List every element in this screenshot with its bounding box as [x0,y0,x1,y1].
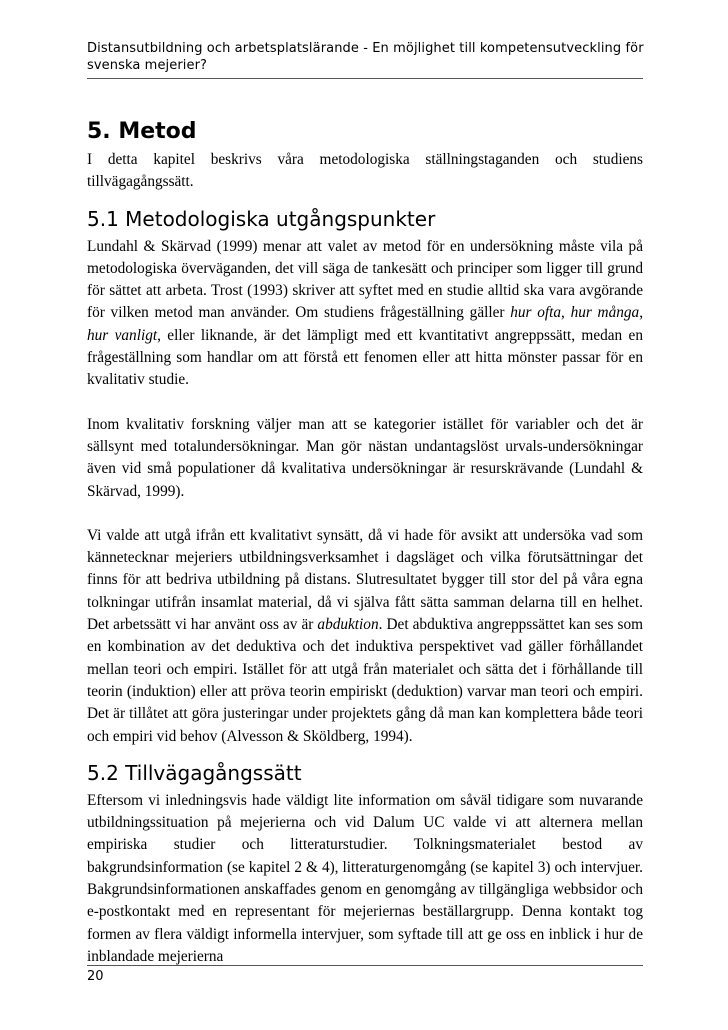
emphasis-text: hur många [570,304,640,322]
separator-text: , [561,304,571,322]
emphasis-text: abduktion [317,616,379,634]
paragraph-text: . Det abduktiva angreppssättet kan ses som en kombination av det deduktiva och det induktiva perspektivet vad gäller förhållandet mellan teori och empiri. Istället för att utgå från materialet och sätta det i förhållande till teorin (induktion) eller att pröva teorin empiriskt (deduktion) varvar man teori och empiri. Det är tillåtet att göra justeringar under projektets gång då man kan komplettera både teori och empiri vid behov (Alvesson & Sköldberg, 1994). [87,616,643,745]
chapter-intro: I detta kapitel beskrivs våra metodologiska ställningstaganden och studiens tillvägagångssätt. [87,151,643,191]
section-title-5-1: 5.1 Metodologiska utgångspunkter [87,206,436,231]
paragraph-5-1-1 [87,236,643,392]
header-divider [87,78,643,79]
section-title-5-2: 5.2 Tillvägagångssätt [87,760,302,785]
paragraph-5-1-2: Inom kvalitativ forskning väljer man att se kategorier istället för variabler och det är sällsynt med totalundersökningar. Man gör nästan undantagslöst urvals-undersökningar även vid små populationer då kvalitativa undersökningar är resurskrävande (Lundahl & Skärvad, 1999). [87,415,643,500]
paragraph-text: Vi valde att utgå ifrån ett kvalitativt synsätt, då vi hade för avsikt att undersöka vad som kännetecknar mejeriers utbildningsverksamhet i dagsläget och vilka förutsättningar det finns för att bedriva utbildning på distans. Slutresultatet bygger till stor del på våra egna tolkningar utifrån insamlat material, då vi själva fått sätta samman delarna till en helhet. Det arbetssätt vi har använt oss av är [87,526,643,634]
paragraph-text: , eller liknande, är det lämpligt med ett kvantitativt angreppssätt, medan en frågeställning som handlar om att förstå ett fenomen eller att hitta mönster passar för en kvalitativ studie. [87,326,643,389]
page-body [87,118,643,968]
footer-divider [87,965,643,966]
emphasis-text: hur ofta [510,304,561,322]
separator-text: , [639,304,644,322]
paragraph-5-1-3 [87,525,643,748]
chapter-title: 5. Metod [87,119,197,144]
running-header: Distansutbildning och arbetsplatslärande - En möjlighet till kompetensutveckling för svenska mejerier? [87,41,644,73]
page-number: 20 [87,969,104,984]
paragraph-5-2-1: Eftersom vi inledningsvis hade väldigt lite information om såväl tidigare som nuvarande utbildningssituation på mejerierna och vid Dalum UC valde vi att alternera mellan empiriska studier och litteraturstudier. Tolkningsmaterialet bestod av bakgrundsinformation (se kapitel 2 & 4), litteraturgenomgång (se kapitel 3) och intervjuer. Bakgrundsinformationen anskaffades genom en genomgång av tillgängliga webbsidor och e-postkontakt med en representant för mejeriernas beställargrupp. Denna kontakt tog formen av flera väldigt informella intervjuer, som syftade till att ge oss en inblick i hur de inblandade mejerierna [87,791,643,965]
paragraph-text: Lundahl & Skärvad (1999) menar att valet av metod för en undersökning måste vila på metodologiska överväganden, det vill säga de tankesätt och principer som ligger till grund för sättet att arbeta. Trost (1993) skriver att syftet med en studie alltid ska vara avgörande för vilken metod man använder. Om studiens frågeställning gäller [87,237,643,322]
emphasis-text: hur vanligt [87,326,158,344]
